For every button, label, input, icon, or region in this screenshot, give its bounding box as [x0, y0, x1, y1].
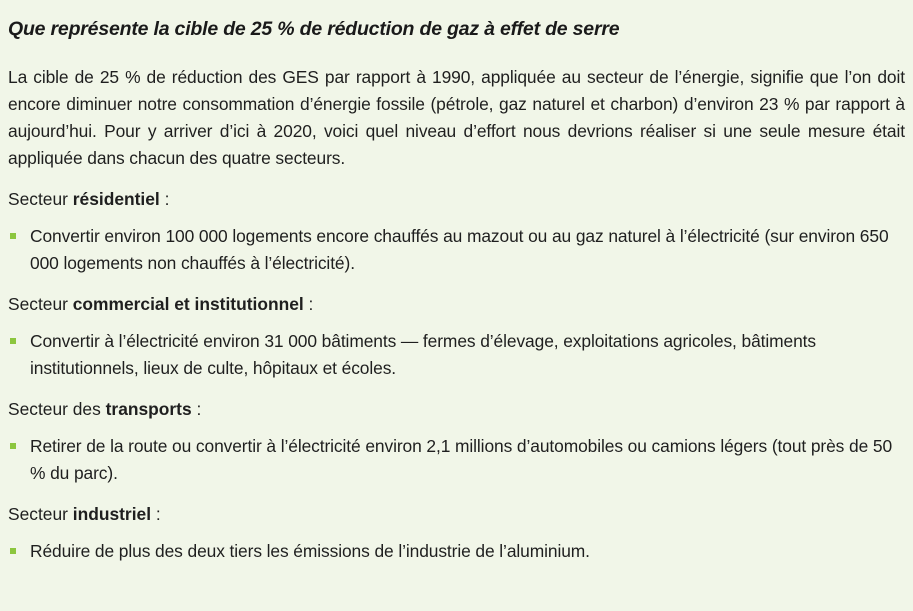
- sector-heading-commercial: [8, 291, 905, 318]
- sector-heading-industriel: [8, 501, 905, 528]
- list-item: [8, 223, 905, 277]
- list-item: [8, 433, 905, 487]
- sector-list-transports: [8, 433, 905, 487]
- intro-paragraph: La cible de 25 % de réduction des GES par rapport à 1990, appliquée au secteur de l’énergie, signifie que l’on doit encore diminuer notre consommation d’énergie fossile (pétrole, gaz naturel et charbon) d’environ 23 % par rapport à aujourd’hui. Pour y arriver d’ici à 2020, voici quel niveau d’effort nous devrions réaliser si une seule mesure était appliquée dans chacun des quatre secteurs.: [8, 67, 905, 168]
- square-bullet-icon: [10, 338, 16, 344]
- sector-suffix: :: [303, 294, 314, 314]
- list-item: [8, 328, 905, 382]
- sector-list-commercial: [8, 328, 905, 382]
- sector-suffix: :: [159, 189, 170, 209]
- sector-heading-transports: [8, 396, 905, 423]
- bullet-text: Réduire de plus des deux tiers les émissions de l’industrie de l’aluminium.: [30, 541, 590, 561]
- bullet-text: Convertir environ 100 000 logements encore chauffés au mazout ou au gaz naturel à l’électricité (sur environ 650 000 logements non chauffés à l’électricité).: [30, 226, 889, 273]
- sector-suffix: :: [151, 504, 161, 524]
- sector-suffix: :: [191, 399, 202, 419]
- square-bullet-icon: [10, 233, 16, 239]
- sector-list-industriel: [8, 538, 905, 565]
- sector-prefix: Secteur: [8, 504, 73, 524]
- sector-name: transports: [105, 399, 192, 419]
- bullet-text: Retirer de la route ou convertir à l’électricité environ 2,1 millions d’automobiles ou camions légers (tout près de 50 % du parc).: [30, 436, 893, 483]
- square-bullet-icon: [10, 548, 16, 554]
- sector-heading-residentiel: [8, 186, 905, 213]
- sector-name: résidentiel: [72, 189, 160, 209]
- bullet-text: Convertir à l’électricité environ 31 000 bâtiments — fermes d’élevage, exploitations agricoles, bâtiments institutionnels, lieux de culte, hôpitaux et écoles.: [30, 331, 816, 378]
- list-item: [8, 538, 905, 565]
- sector-name: commercial et institutionnel: [72, 294, 304, 314]
- page-title: Que représente la cible de 25 % de réduction de gaz à effet de serre: [8, 18, 620, 40]
- square-bullet-icon: [10, 443, 16, 449]
- sector-prefix: Secteur des: [8, 399, 106, 419]
- sector-name: industriel: [72, 504, 152, 524]
- sector-prefix: Secteur: [8, 189, 73, 209]
- sector-prefix: Secteur: [8, 294, 73, 314]
- sector-list-residentiel: [8, 223, 905, 277]
